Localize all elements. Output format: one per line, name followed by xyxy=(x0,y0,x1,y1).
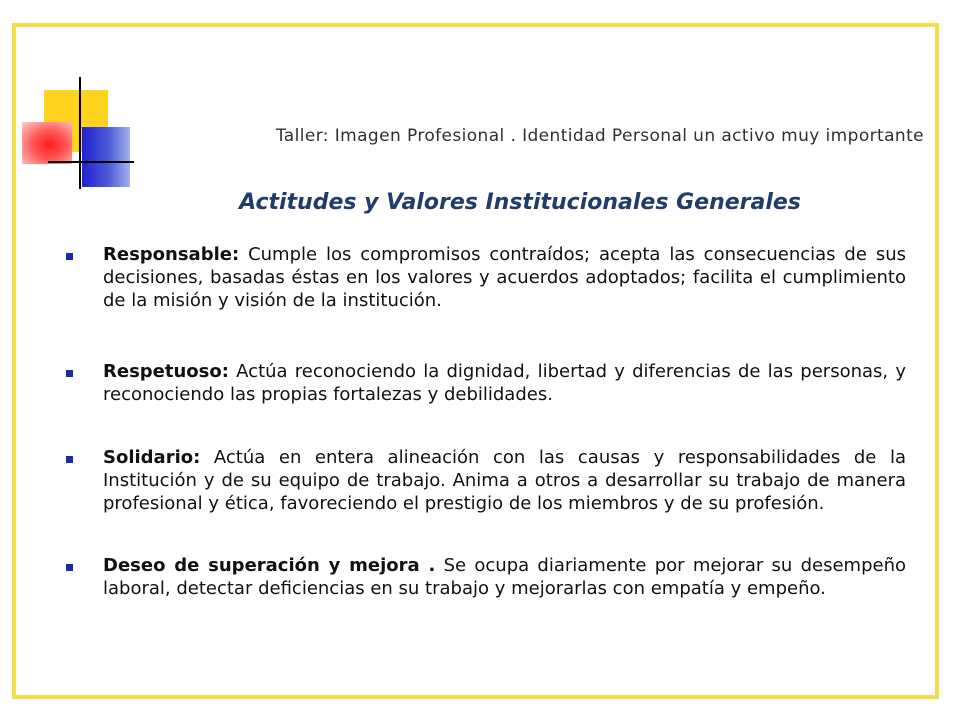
item-text xyxy=(103,446,906,515)
item-description: Cumple los compromisos contraídos; acepta las consecuencias de sus decisiones, basadas éstas en los valores y acuerdos adoptados; facilita el cumplimiento de la misión y visión de la institución. xyxy=(103,244,906,311)
list-item-solidario xyxy=(66,446,906,515)
item-description: Se ocupa diariamente por mejorar su desempeño laboral, detectar deficiencias en su trabajo y mejorarlas con empatía y empeño. xyxy=(103,555,906,599)
square-bullet-icon xyxy=(66,253,73,260)
list-item-superacion xyxy=(66,554,906,600)
list-item-responsable xyxy=(66,243,906,312)
list-item-respetuoso xyxy=(66,360,906,406)
square-bullet-icon xyxy=(66,370,73,377)
item-term: Respetuoso: xyxy=(103,361,229,382)
item-term: Responsable: xyxy=(103,244,240,265)
item-text xyxy=(103,243,906,312)
decorative-squares-logo xyxy=(0,0,140,200)
item-description: Actúa en entera alineación con las causas y responsabilidades de la Institución y de su equipo de trabajo. Anima a otros a desarrollar su trabajo de manera profesional y ética, favoreciendo el prestigio de los miembros y de su profesión. xyxy=(103,447,906,514)
horizontal-line xyxy=(48,161,134,163)
item-term: Deseo de superación y mejora . xyxy=(103,555,436,576)
square-bullet-icon xyxy=(66,456,73,463)
item-text xyxy=(103,554,906,600)
slide-title: Actitudes y Valores Institucionales Generales xyxy=(239,190,801,215)
item-term: Solidario: xyxy=(103,447,201,468)
bullet-list xyxy=(66,243,906,600)
slide-header: Taller: Imagen Profesional . Identidad Personal un activo muy importante xyxy=(275,126,924,146)
square-bullet-icon xyxy=(66,564,73,571)
item-text xyxy=(103,360,906,406)
item-description: Actúa reconociendo la dignidad, libertad y diferencias de las personas, y reconociendo las propias fortalezas y debilidades. xyxy=(103,361,906,405)
